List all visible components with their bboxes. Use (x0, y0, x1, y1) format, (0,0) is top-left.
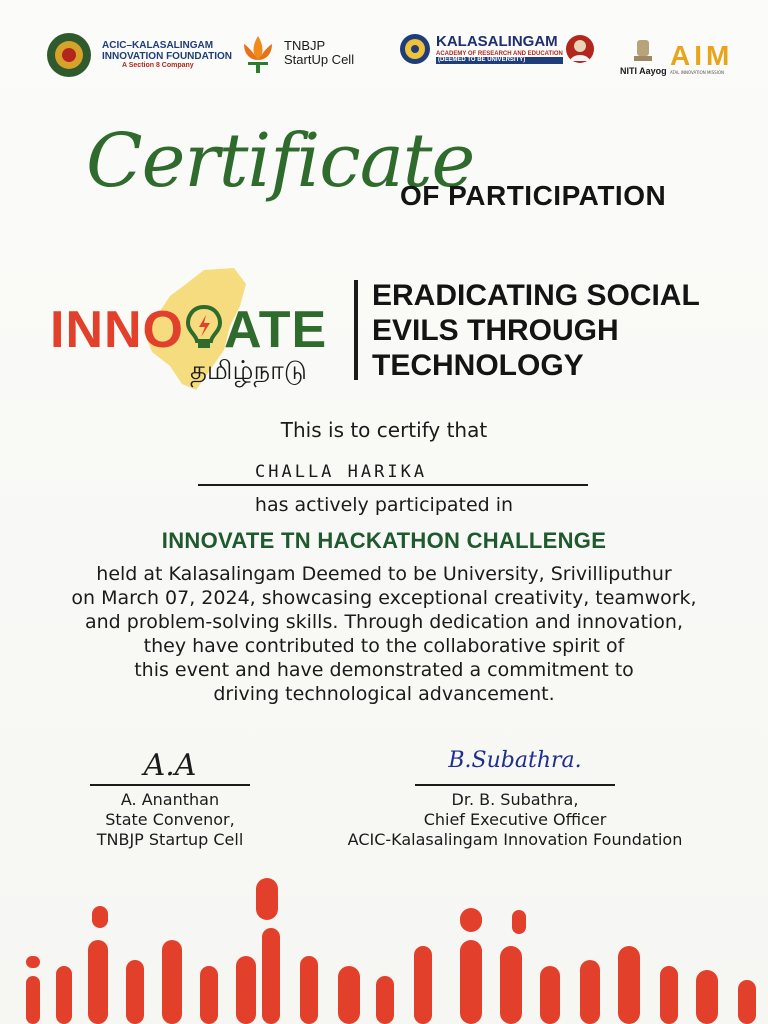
acic-line3: A Section 8 Company (122, 62, 194, 70)
tagline (372, 278, 700, 383)
signature-line (90, 784, 250, 786)
body-line: driving technological advancement. (213, 683, 555, 705)
innovate-tn-logo (50, 266, 340, 396)
partner-logos (44, 30, 744, 90)
recipient-name: CHALLA HARIKA (255, 462, 428, 482)
founder-portrait-icon (565, 33, 595, 65)
tamil-nadu-label: தமிழ்நாடு (190, 356, 307, 386)
body-line: on March 07, 2024, showcasing exceptional creativity, teamwork, (71, 587, 697, 609)
signature-left (70, 748, 270, 850)
kalasalingam-line1: KALASALINGAM (436, 33, 558, 51)
innovate-left: INNO (50, 301, 184, 359)
certificate-title: Certificate (86, 118, 475, 204)
aim-logo (670, 42, 733, 75)
innovate-right: ATE (224, 301, 328, 359)
signatory-org: ACIC-Kalasalingam Innovation Foundation (347, 829, 683, 849)
participated-text: has actively participated in (254, 494, 514, 516)
innovate-wordmark (50, 300, 327, 360)
certificate-subtitle: OF PARTICIPATION (400, 180, 667, 211)
body-line: and problem-solving skills. Through dedication and innovation, (85, 611, 683, 633)
acic-emblem-icon (44, 30, 94, 80)
acic-logo (44, 30, 232, 80)
tnbjp-line2: StartUp Cell (284, 52, 355, 67)
acic-line1: ACIC–KALASALINGAM (102, 40, 214, 52)
signatory-role: State Convenor, (105, 809, 235, 829)
niti-aayog-logo (620, 36, 667, 77)
niti-label: NITI Aayog (620, 66, 667, 76)
kalasalingam-line2: ACADEMY OF RESEARCH AND EDUCATION (436, 50, 563, 57)
body-line: they have contributed to the collaborative spirit of (143, 635, 625, 657)
tagline-line3: TECHNOLOGY (372, 349, 584, 382)
university-crest-icon (398, 32, 432, 66)
tagline-line1: ERADICATING SOCIAL (372, 279, 700, 312)
tagline-line2: EVILS THROUGH (372, 314, 619, 347)
divider (354, 280, 358, 380)
signatory-name: Dr. B. Subathra, (451, 789, 579, 809)
certify-text: This is to certify that (280, 418, 488, 442)
aim-label: AIM (670, 40, 734, 71)
challenge-title: INNOVATE TN HACKATHON CHALLENGE (161, 528, 607, 553)
tnbjp-line1: TNBJP (284, 37, 326, 53)
signatory-name: A. Ananthan (120, 789, 220, 809)
certificate-body (0, 562, 768, 706)
body-line: held at Kalasalingam Deemed to be University, Srivilliputhur (96, 563, 672, 585)
kalasalingam-logo (398, 32, 595, 66)
signature-mark: B.Subathra. (448, 748, 582, 773)
acic-line2: INNOVATION FOUNDATION (102, 51, 232, 63)
signature-mark: A.A (143, 748, 197, 783)
signature-right (330, 748, 700, 850)
bulb-icon (184, 304, 224, 348)
signatory-role: Chief Executive Officer (423, 809, 607, 829)
emblem-icon (631, 36, 655, 66)
body-line: this event and have demonstrated a commitment to (134, 659, 634, 681)
name-underline (198, 484, 588, 486)
tnbjp-logo (238, 32, 354, 74)
lotus-icon (238, 32, 278, 74)
decorative-bars (0, 870, 768, 1024)
signature-line (415, 784, 615, 786)
kalasalingam-line3: (DEEMED TO BE UNIVERSITY) (436, 57, 563, 64)
aim-sub: ATAL INNOVATION MISSION (670, 70, 725, 75)
signatory-org: TNBJP Startup Cell (96, 829, 244, 849)
